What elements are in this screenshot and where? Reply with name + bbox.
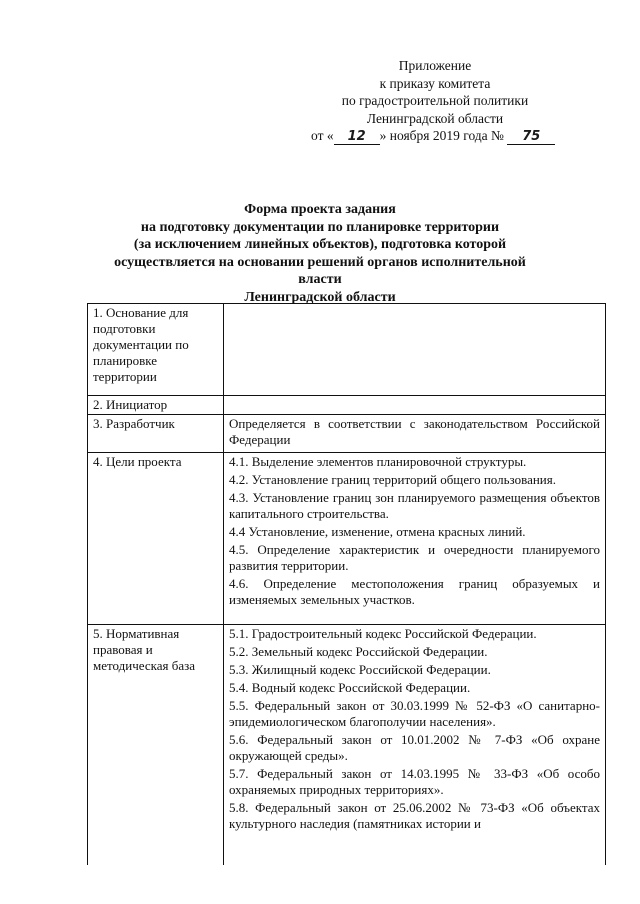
handwritten-day: 12 bbox=[334, 129, 380, 145]
row-item: 4.3. Установление границ зон планируемого размещения объектов капитального строительства. bbox=[229, 490, 600, 521]
row-item: 5.3. Жилищный кодекс Российской Федерации. bbox=[229, 662, 491, 677]
row-item: 4.6. Определение местоположения границ образуемых и изменяемых земельных участков. bbox=[229, 576, 600, 607]
appendix-line: по градостроительной политики bbox=[341, 93, 529, 108]
row-item: 5.4. Водный кодекс Российской Федерации. bbox=[229, 680, 471, 695]
row-item: 4.2. Установление границ территорий общего пользования. bbox=[229, 472, 556, 487]
handwritten-order-number: 75 bbox=[507, 129, 555, 145]
row-item: 4.5. Определение характеристик и очередности планируемого развития территории. bbox=[229, 542, 600, 573]
row-label: 2. Инициатор bbox=[88, 396, 224, 415]
row-content bbox=[224, 396, 606, 415]
row-content bbox=[224, 415, 606, 453]
title-line: (за исключением линейных объектов), подготовка которой bbox=[133, 237, 507, 252]
table-row bbox=[88, 415, 606, 453]
row-item: 5.1. Градостроительный кодекс Российской Федерации. bbox=[229, 626, 537, 641]
table-row bbox=[88, 396, 606, 415]
row-item: 5.7. Федеральный закон от 14.03.1995 № 33-ФЗ «Об особо охраняемых природных территориях». bbox=[229, 766, 600, 797]
title-line: на подготовку документации по планировке территории bbox=[140, 219, 500, 235]
appendix-line: Приложение bbox=[398, 58, 472, 73]
document-title bbox=[100, 201, 540, 306]
order-date-line bbox=[311, 127, 601, 145]
appendix-line: Ленинградской области bbox=[366, 110, 504, 126]
row-label: 4. Цели проекта bbox=[88, 453, 224, 625]
date-middle: » ноября 2019 года № bbox=[379, 128, 504, 143]
title-line: Форма проекта задания bbox=[244, 202, 396, 217]
row-label: 5. Нормативная правовая и методическая база bbox=[88, 625, 224, 865]
row-content bbox=[224, 625, 606, 865]
row-label: 1. Основание для подготовки документации по планировке территории bbox=[88, 304, 224, 396]
row-content bbox=[224, 304, 606, 396]
row-item: 5.8. Федеральный закон от 25.06.2002 № 73-ФЗ «Об объектах культурного наследия (памятниках истории и bbox=[229, 800, 600, 831]
appendix-header bbox=[300, 57, 570, 127]
row-item: 4.4 Установление, изменение, отмена красных линий. bbox=[229, 524, 526, 539]
date-prefix: от « bbox=[311, 128, 334, 143]
table-row bbox=[88, 304, 606, 396]
row-item: 5.5. Федеральный закон от 30.03.1999 № 52-ФЗ «О санитарно-эпидемиологическом благополучии населения». bbox=[229, 698, 600, 729]
assignment-form-table bbox=[87, 303, 606, 865]
appendix-line: к приказу комитета bbox=[379, 75, 491, 91]
row-item: 5.6. Федеральный закон от 10.01.2002 № 7-ФЗ «Об охране окружающей среды». bbox=[229, 732, 600, 763]
row-content bbox=[224, 453, 606, 625]
row-item: Определяется в соответствии с законодательством Российской Федерации bbox=[229, 416, 600, 447]
row-item: 5.2. Земельный кодекс Российской Федерации. bbox=[229, 644, 488, 659]
row-item: 4.1. Выделение элементов планировочной структуры. bbox=[229, 454, 527, 469]
row-label: 3. Разработчик bbox=[88, 415, 224, 453]
table-row bbox=[88, 625, 606, 865]
table-row bbox=[88, 453, 606, 625]
title-line: осуществляется на основании решений органов исполнительной власти bbox=[114, 254, 526, 287]
title-line: Ленинградской области bbox=[244, 289, 396, 305]
